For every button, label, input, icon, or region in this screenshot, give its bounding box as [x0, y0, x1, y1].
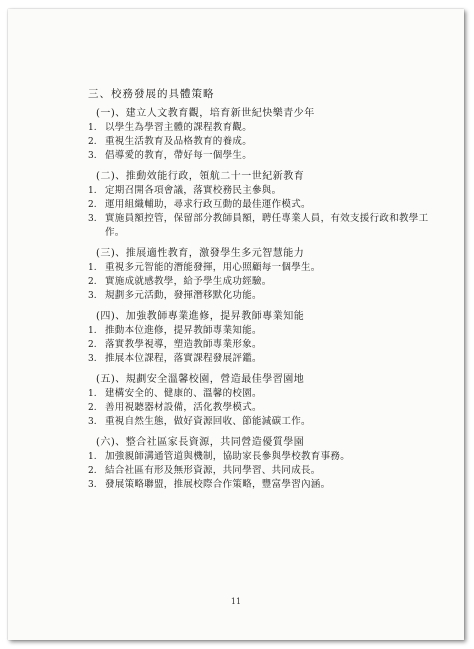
item-number: 3. — [88, 480, 97, 490]
item-text: 倡導愛的教育，帶好每一個學生。 — [105, 150, 253, 161]
section-heading: (二)、推動效能行政，領航二十一世紀新教育 — [96, 171, 305, 182]
list-item — [88, 324, 448, 338]
item-number: 2. — [88, 277, 97, 287]
item-text: 以學生為學習主體的課程教育觀。 — [105, 122, 253, 133]
item-number: 3. — [88, 354, 97, 364]
item-text: 建構安全的、健康的、溫馨的校園。 — [105, 388, 262, 399]
strategy-section — [88, 310, 448, 366]
section-heading: (五)、規劃安全溫馨校園，營造最佳學習園地 — [96, 374, 305, 385]
list-item — [88, 387, 448, 401]
list-item — [88, 184, 448, 198]
item-number: 1. — [88, 263, 97, 273]
item-text: 加強親師溝通管道與機制，協助家長參與學校教育事務。 — [105, 451, 351, 462]
strategy-section — [88, 373, 448, 429]
list-item — [88, 415, 448, 429]
item-text: 善用視聽器材設備，活化教學模式。 — [105, 402, 262, 413]
strategy-section — [88, 436, 448, 492]
item-number: 3. — [88, 214, 97, 224]
list-item — [88, 121, 448, 135]
item-text: 推展本位課程，落實課程發展評鑑。 — [105, 353, 262, 364]
item-text: 重視自然生態，做好資源回收、節能減碳工作。 — [105, 416, 311, 427]
sections-list — [88, 107, 448, 492]
item-number: 1. — [88, 123, 97, 133]
item-text: 發展策略聯盟，推展校際合作策略，豐富學習內涵。 — [105, 479, 331, 490]
item-number: 2. — [88, 466, 97, 476]
item-number: 1. — [88, 326, 97, 336]
item-number: 2. — [88, 200, 97, 210]
item-text: 推動本位進修，提昇教師專業知能。 — [105, 325, 262, 336]
item-number: 2. — [88, 137, 97, 147]
list-item — [88, 289, 448, 303]
document-page — [8, 9, 464, 640]
section-heading: (六)、整合社區家長資源，共同營造優質學園 — [96, 437, 305, 448]
item-number: 2. — [88, 340, 97, 350]
item-text: 結合社區有形及無形資源，共同學習、共同成長。 — [105, 465, 321, 476]
list-item — [88, 401, 448, 415]
section-heading: (四)、加強教師專業進修，提昇教師專業知能 — [96, 311, 305, 322]
item-text: 規劃多元活動，發揮潛移默化功能。 — [105, 290, 262, 301]
list-item — [88, 275, 448, 289]
item-text: 重視生活教育及品格教育的養成。 — [105, 136, 253, 147]
item-text: 重視多元智能的潛能發揮，用心照顧每一個學生。 — [105, 262, 321, 273]
list-item — [88, 261, 448, 275]
list-item — [88, 450, 448, 464]
strategy-section — [88, 170, 448, 240]
item-number: 2. — [88, 403, 97, 413]
item-number: 3. — [88, 291, 97, 301]
list-item — [88, 338, 448, 352]
page-number: 11 — [230, 597, 242, 606]
item-text: 實施員額控管，保留部分教師員額，聘任專業人員，有效支援行政和教學工作。 — [105, 213, 429, 238]
item-number: 3. — [88, 151, 97, 161]
list-item — [88, 149, 448, 163]
document-content — [88, 85, 448, 499]
page-title: 三、校務發展的具體策略 — [88, 88, 215, 100]
list-item — [88, 198, 448, 212]
list-item — [88, 135, 448, 149]
list-item — [88, 464, 448, 478]
section-heading: (三)、推展適性教育，激發學生多元智慧能力 — [96, 248, 305, 259]
strategy-section — [88, 247, 448, 303]
section-heading: (一)、建立人文教育觀，培育新世紀快樂青少年 — [96, 108, 315, 119]
list-item — [88, 212, 448, 240]
item-number: 1. — [88, 389, 97, 399]
item-text: 運用組織輔助，尋求行政互動的最佳運作模式。 — [105, 199, 311, 210]
item-number: 3. — [88, 417, 97, 427]
item-text: 實施成就感教學，給予學生成功經驗。 — [105, 276, 272, 287]
list-item — [88, 352, 448, 366]
item-text: 落實教學視導，塑造教師專業形象。 — [105, 339, 262, 350]
item-text: 定期召開各項會議，落實校務民主參與。 — [105, 185, 282, 196]
item-number: 1. — [88, 452, 97, 462]
strategy-section — [88, 107, 448, 163]
list-item — [88, 478, 448, 492]
item-number: 1. — [88, 186, 97, 196]
